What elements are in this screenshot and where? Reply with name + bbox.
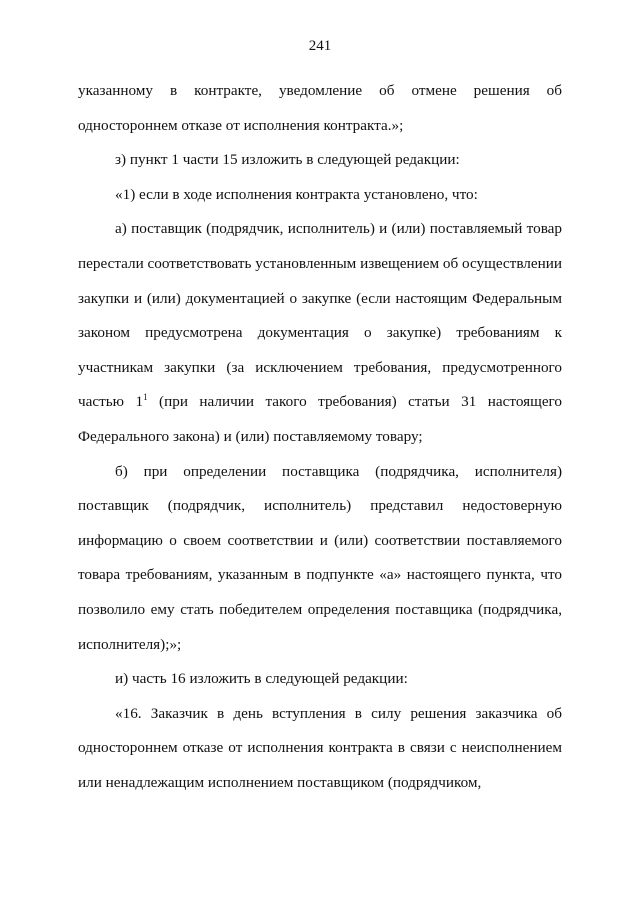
paragraph-item-i: и) часть 16 изложить в следующей редакции:	[115, 670, 408, 688]
paragraph-contract-notice-end: указанному в контракте, уведомление об отмене решения об одностороннем отказе от исполнения контракта.»;	[78, 82, 562, 134]
superscript-one: 1	[143, 392, 148, 403]
paragraph-subitem-a	[78, 212, 562, 454]
page-number: 241	[308, 38, 332, 54]
document-body	[78, 74, 562, 800]
paragraph-item-z: з) пункт 1 части 15 изложить в следующей редакции:	[115, 151, 460, 169]
subitem-a-text-before: а) поставщик (подрядчик, исполнитель) и (или) поставляемый товар перестали соответствовать установленным извещением об осуществлении закупки и (или) документацией о закупке (если настоящим Федеральным законом предусмотрена документация о закупке) требованиям к участникам закупки (за исключением требования, предусмотренного частью 1	[78, 220, 562, 411]
subitem-a-text-after: (при наличии такого требования) статьи 31 настоящего Федерального закона) и (или) поставляемому товару;	[78, 393, 563, 445]
paragraph-subitem-b: б) при определении поставщика (подрядчика, исполнителя) поставщик (подрядчик, исполнитель) представил недостоверную информацию о своем соответствии и (или) соответствии поставляемого товара требованиям, указанным в подпункте «а» настоящего пункта, что позволило ему стать победителем определения поставщика (подрядчика, исполнителя);»;	[78, 462, 562, 653]
paragraph-clause-1-intro: «1) если в ходе исполнения контракта установлено, что:	[115, 185, 478, 203]
paragraph-part-16: «16. Заказчик в день вступления в силу решения заказчика об одностороннем отказе от исполнения контракта в связи с неисполнением или ненадлежащим исполнением поставщиком (подрядчиком,	[78, 704, 562, 791]
